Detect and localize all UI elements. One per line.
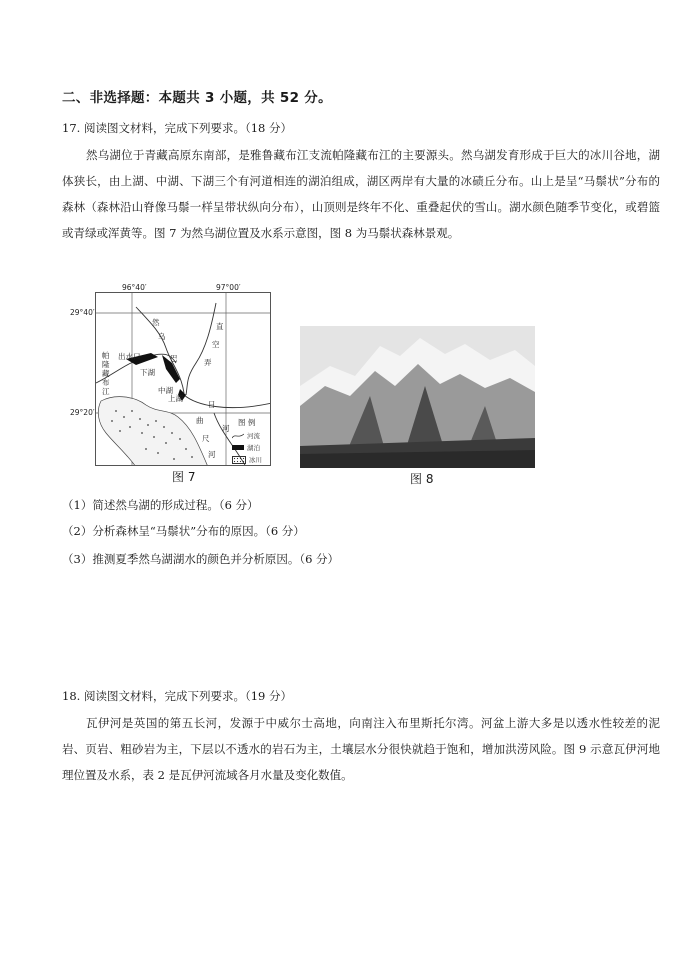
map-river-char: 日 [208,400,216,409]
map-lon-tick-1: 96°40′ [122,283,147,292]
figure-8-caption: 图 8 [410,472,434,486]
legend-title: 图 例 [238,418,256,427]
map-river-char: 直 [216,322,224,331]
map-river-char: 尺 [202,434,210,443]
river-legend-icon [232,433,244,439]
map-river-char: 巴 [170,354,178,363]
mountain-forest-photo [300,326,535,468]
section-title: 二、非选择题：本题共 3 小题，共 52 分。 [62,90,332,106]
glacier-area [98,397,208,466]
legend-item-river [232,431,262,440]
legend-item-glacier [232,455,262,464]
map-lon-tick-2: 97°00′ [216,283,241,292]
sub-question-3: （3）推测夏季然乌湖湖水的颜色并分析原因。（6 分） [62,552,340,566]
question-18-paragraph: 瓦伊河是英国的第五长河，发源于中威尔士高地，向南注入布里斯托尔湾。河盆上游大多是以透水性较差的泥岩、页岩、粗砂岩为主，下层以不透水的岩石为主，土壤层水分很快就趋于饱和，增加洪涝风险。图 9 示意瓦伊河地理位置及水系，表 2 是瓦伊河流域各月水量及变化数值。 [62,716,660,782]
legend-label: 湖泊 [247,444,260,452]
lake-legend-icon [232,445,244,450]
map-label-lower-lake: 下湖 [140,368,155,377]
map-label-middle-lake: 中湖 [158,386,173,395]
map-river-char: 河 [222,424,230,433]
location-map [95,292,271,466]
glacier-legend-icon [232,456,246,464]
map-river-char: 乌 [158,332,166,341]
map-river-char: 曲 [196,416,204,425]
legend-label: 河流 [247,432,260,440]
legend-label: 冰川 [249,456,262,464]
question-17-paragraph: 然乌湖位于青藏高原东南部，是雅鲁藏布江支流帕隆藏布江的主要源头。然乌湖发育形成于巨大的冰川谷地，湖体狭长，由上湖、中湖、下湖三个有河道相连的湖泊组成，湖区两岸有大量的冰碛丘分布。山上是呈“马鬃状”分布的森林（森林沿山脊像马鬃一样呈带状纵向分布），山顶则是终年不化、重叠起伏的雪山。湖水颜色随季节变化，或碧篮或青绿或浑黄等。图 7 为然乌湖位置及水系示意图，图 8 为马鬃状森林景观。 [62,148,660,240]
figure-7-caption: 图 7 [172,470,196,484]
map-legend [232,417,262,464]
sub-question-2: （2）分析森林呈“马鬃状”分布的原因。（6 分） [62,524,305,538]
map-river-char: 空 [212,340,220,349]
map-lat-tick-1: 29°40′ [70,308,95,317]
map-lat-tick-2: 29°20′ [70,408,95,417]
map-label-upper-lake: 上湖 [168,394,183,403]
map-label-palong: 帕隆藏布江 [102,351,110,396]
map-river-char: 弄 [204,358,212,367]
map-river-char: 然 [152,318,160,327]
map-label-outlet: 出水口 [118,352,141,361]
sub-question-1: （1）简述然乌湖的形成过程。（6 分） [62,498,259,512]
river-line [184,395,271,408]
legend-item-lake [232,443,262,452]
mountain-landscape-image [300,326,535,468]
question-17-heading: 17. 阅读图文材料，完成下列要求。（18 分） [62,121,292,135]
question-18-heading: 18. 阅读图文材料，完成下列要求。（19 分） [62,689,292,703]
map-river-char: 河 [208,450,216,459]
